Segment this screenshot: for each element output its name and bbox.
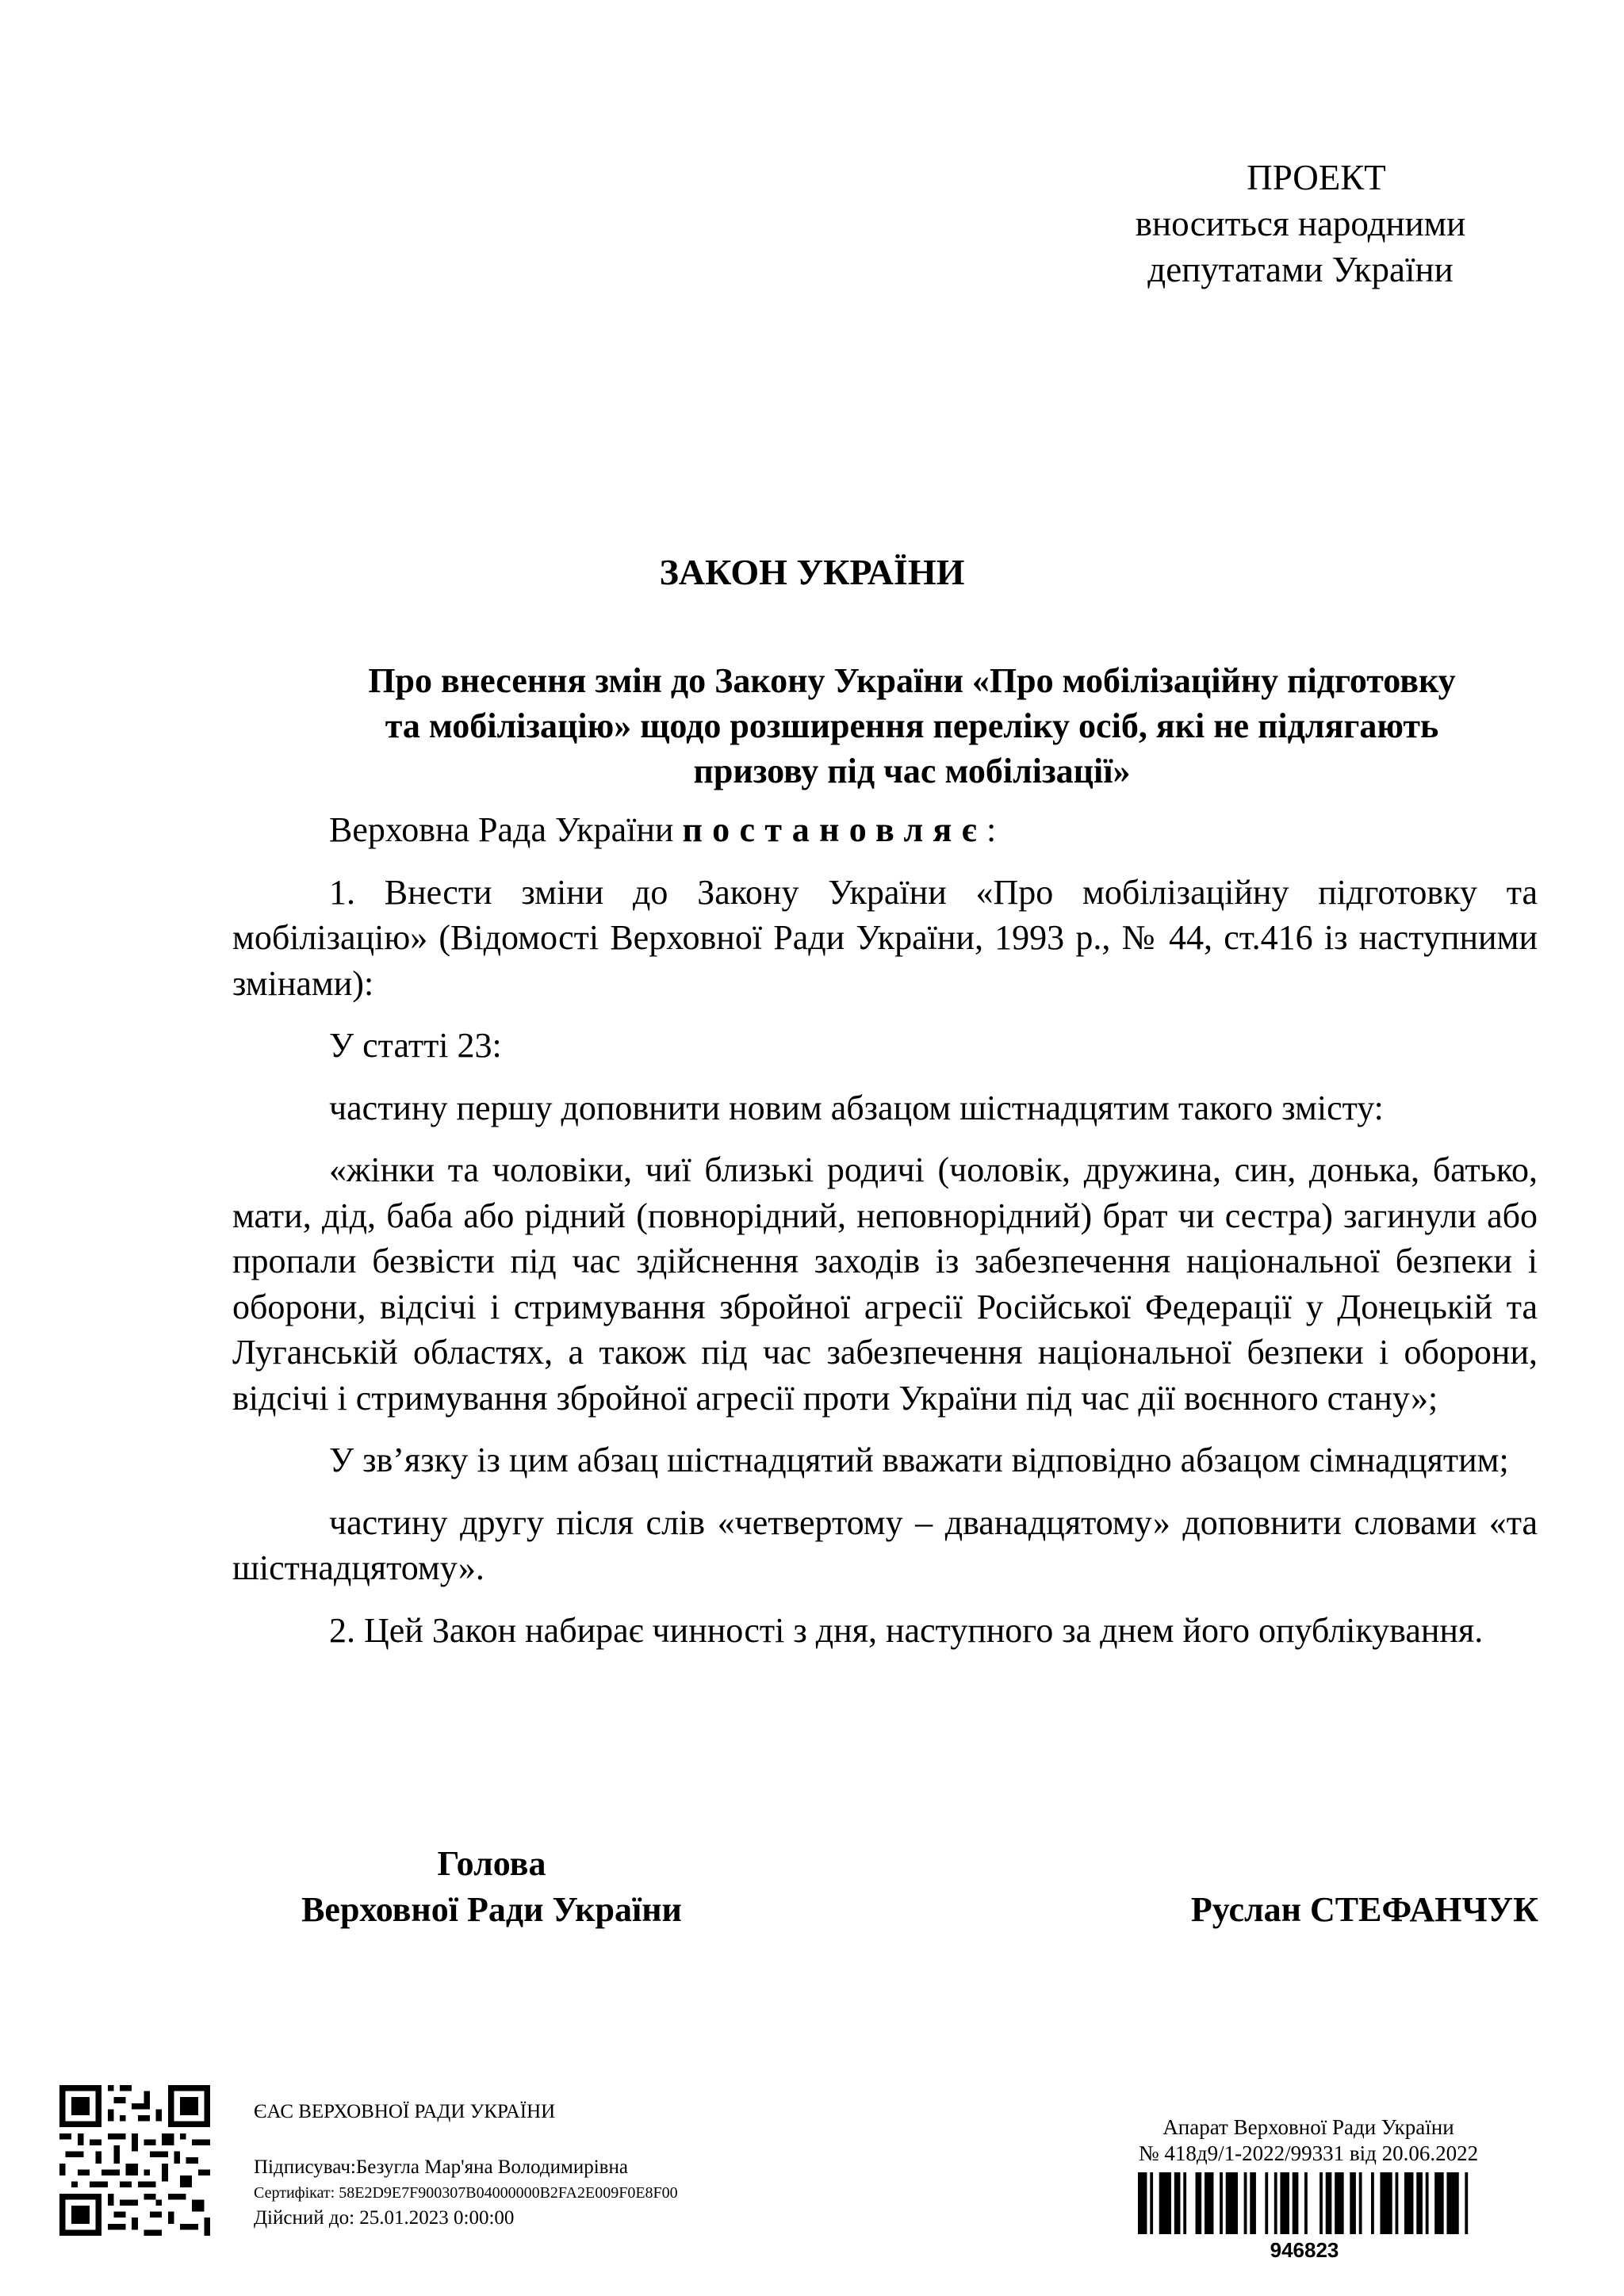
enactment-suffix: : xyxy=(986,810,997,849)
subtitle-line2: та мобілізацію» щодо розширення переліку осіб, які не підлягають xyxy=(385,706,1439,745)
barcode-bar xyxy=(1359,2172,1362,2234)
barcode-bar xyxy=(1416,2172,1423,2234)
barcode-bar xyxy=(1183,2172,1186,2234)
paragraph-3: частину першу доповнити новим абзацом шістнадцятим такого змісту: xyxy=(329,1088,1384,1127)
barcode-number: 946823 xyxy=(1270,2238,1339,2262)
barcode-bar xyxy=(1304,2172,1308,2234)
barcode-bar xyxy=(1280,2172,1289,2234)
barcode-bar xyxy=(1465,2172,1468,2234)
barcode-bar xyxy=(1396,2172,1399,2234)
submitted-by-line2: депутатами України xyxy=(1147,250,1454,289)
registration-number: № 418д9/1-2022/99331 від 20.06.2022 xyxy=(1138,2141,1479,2165)
barcode-bar xyxy=(1320,2172,1323,2234)
enactment-clause xyxy=(232,807,1538,853)
barcode-bar xyxy=(1371,2172,1374,2234)
barcode-bar xyxy=(1220,2172,1223,2234)
paragraph-1: 1. Внести зміни до Закону України «Про мобілізаційну підготовку та мобілізацію» (Відомості Верховної Ради України, 1993 р., № 44, ст.416 із наступними змінами): xyxy=(232,872,1538,1003)
valid-until: Дійсний до: 25.01.2023 0:00:00 xyxy=(254,2207,515,2229)
position-line2: Верховної Ради України xyxy=(301,1890,682,1929)
barcode-bar xyxy=(1226,2172,1238,2234)
certificate: Сертифікат: 58E2D9E7F900307B04000000B2FA2E009F0E8F00 xyxy=(254,2184,678,2202)
barcode-bar xyxy=(1174,2172,1181,2234)
law-title: ЗАКОН УКРАЇНИ xyxy=(659,552,965,592)
subtitle-line1: Про внесення змін до Закону України «Про мобілізаційну підготовку xyxy=(368,661,1456,700)
law-body xyxy=(232,807,1538,1670)
barcode-bar xyxy=(1265,2172,1268,2234)
barcode-icon xyxy=(1138,2172,1471,2234)
law-subtitle xyxy=(262,658,1562,794)
barcode-bar xyxy=(1380,2172,1392,2234)
enactment-prefix: Верховна Рада України xyxy=(329,810,683,849)
signature-system: ЄАС ВЕРХОВНОЇ РАДИ УКРАЇНИ xyxy=(254,2101,556,2122)
signatory-position xyxy=(270,1841,714,1933)
barcode-bar xyxy=(1434,2172,1443,2234)
barcode-bar xyxy=(1274,2172,1277,2234)
barcode-bar xyxy=(1250,2172,1256,2234)
paragraph-7: 2. Цей Закон набирає чинності з дня, наступного за днем його опублікування. xyxy=(329,1610,1484,1650)
barcode-bar xyxy=(1293,2172,1299,2234)
qr-code-icon xyxy=(59,2085,210,2236)
enactment-word: постановляє xyxy=(682,810,986,849)
signer: Підписувач:Безугла Мар'яна Володимирівна xyxy=(254,2156,628,2178)
paragraph-5: У зв’язку із цим абзац шістнадцятий вважати відповідно абзацом сімнадцятим; xyxy=(329,1441,1509,1479)
signatory-name: Руслан СТЕФАНЧУК xyxy=(1190,1890,1538,1929)
barcode-bar xyxy=(1150,2172,1153,2234)
barcode-bar xyxy=(1335,2172,1343,2234)
barcode-bar xyxy=(1244,2172,1247,2234)
barcode-bar xyxy=(1446,2172,1458,2234)
registration-info xyxy=(1094,2114,1522,2167)
barcode-bar xyxy=(1159,2172,1171,2234)
apparatus-label: Апарат Верховної Ради України xyxy=(1162,2115,1454,2139)
barcode-bar xyxy=(1196,2172,1202,2234)
paragraph-4: «жінки та чоловіки, чиї близькі родичі (чоловік, дружина, син, донька, батько, мати, дід, баба або рідний (повнорідний, неповнорідний) брат чи сестра) загинули або пропали безвісти під час здійснення заходів із забезпечення національної безпеки і оборони, відсічі і стримування збройної агресії Російської Федерації у Донецькій та Луганській областях, а також під час забезпечення національної безпеки і оборони, відсічі і стримування збройної агресії проти України під час дії воєнного стану»; xyxy=(232,1150,1538,1418)
submitted-by-line1: вноситься народними xyxy=(1135,204,1466,243)
position-line1: Голова xyxy=(437,1844,546,1883)
barcode-bar xyxy=(1404,2172,1413,2234)
document-header xyxy=(1031,155,1570,293)
barcode-bar xyxy=(1426,2172,1429,2234)
barcode-bar xyxy=(1205,2172,1213,2234)
subtitle-line3: призову під час мобілізації» xyxy=(693,752,1131,790)
paragraph-6: частину другу після слів «четвертому – дванадцятому» доповнити словами «та шістнадцятому». xyxy=(232,1502,1538,1587)
barcode-bar xyxy=(1138,2172,1147,2234)
barcode-bar xyxy=(1326,2172,1332,2234)
project-label: ПРОЕКТ xyxy=(1247,158,1386,197)
barcode-bar xyxy=(1350,2172,1356,2234)
e-signature-info xyxy=(254,2099,678,2231)
paragraph-2: У статті 23: xyxy=(329,1026,502,1065)
